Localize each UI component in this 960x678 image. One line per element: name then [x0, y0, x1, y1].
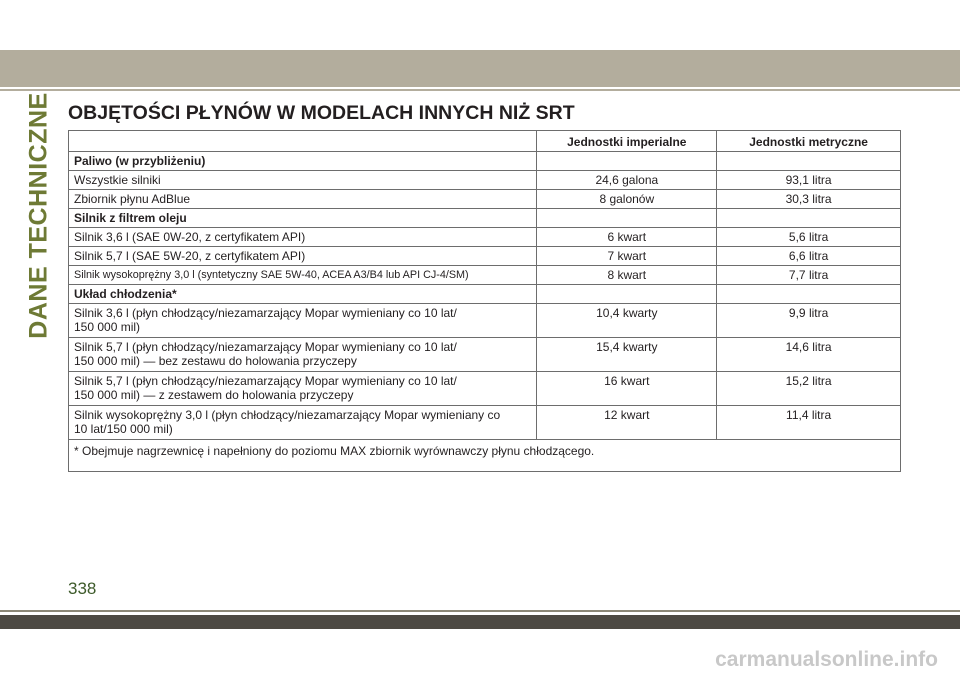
imperial-value: 16 kwart: [537, 372, 717, 406]
row-label: Silnik 3,6 l (SAE 0W-20, z certyfikatem API): [69, 228, 537, 247]
section-label: Paliwo (w przybliżeniu): [69, 152, 537, 171]
row-label-line: Silnik 5,7 l (płyn chłodzący/niezamarzający Mopar wymieniany co 10 lat/: [74, 374, 457, 388]
imperial-value: 15,4 kwarty: [537, 338, 717, 372]
row-label-line: 10 lat/150 000 mil): [74, 422, 173, 436]
row-label: [69, 406, 537, 440]
row-label-line: Silnik 3,6 l (płyn chłodzący/niezamarzający Mopar wymieniany co 10 lat/: [74, 306, 457, 320]
table-row: [69, 372, 901, 406]
metric-value: 30,3 litra: [717, 190, 901, 209]
table-header-row: [69, 131, 901, 152]
imperial-value: 6 kwart: [537, 228, 717, 247]
imperial-value: 7 kwart: [537, 247, 717, 266]
table-row: [69, 304, 901, 338]
table-row: [69, 406, 901, 440]
section-side-label: DANE TECHNICZNE: [24, 91, 53, 339]
metric-value: 5,6 litra: [717, 228, 901, 247]
header-blank: [69, 131, 537, 152]
metric-value: 15,2 litra: [717, 372, 901, 406]
bottom-divider: [0, 610, 960, 612]
imperial-value: 24,6 galona: [537, 171, 717, 190]
imperial-value: 8 kwart: [537, 266, 717, 285]
section-side-tab: [22, 91, 56, 339]
metric-value: 14,6 litra: [717, 338, 901, 372]
table-row: [69, 266, 901, 285]
row-label-line: 150 000 mil): [74, 320, 141, 334]
row-label: Wszystkie silniki: [69, 171, 537, 190]
row-label: Silnik 5,7 l (SAE 5W-20, z certyfikatem API): [69, 247, 537, 266]
page-number: 338: [68, 579, 97, 598]
footnote: * Obejmuje nagrzewnicę i napełniony do poziomu MAX zbiornik wyrównawczy płynu chłodzącego.: [69, 440, 901, 472]
table-row: [69, 338, 901, 372]
page-title: OBJĘTOŚCI PŁYNÓW W MODELACH INNYCH NIŻ SRT: [68, 102, 575, 124]
row-label: [69, 304, 537, 338]
row-label-line: Silnik wysokoprężny 3,0 l (płyn chłodzący/niezamarzający Mopar wymieniany co: [74, 408, 501, 422]
footnote-row: [69, 440, 901, 472]
section-row-coolant: [69, 285, 901, 304]
table-row: [69, 247, 901, 266]
section-row-oil: [69, 209, 901, 228]
row-label: Silnik wysokoprężny 3,0 l (syntetyczny SAE 5W-40, ACEA A3/B4 lub API CJ-4/SM): [69, 266, 537, 285]
top-decorative-band: [0, 50, 960, 87]
watermark: carmanualsonline.info: [715, 648, 938, 671]
imperial-value: 10,4 kwarty: [537, 304, 717, 338]
row-label-line: 150 000 mil) — bez zestawu do holowania przyczepy: [74, 354, 357, 368]
metric-value: 6,6 litra: [717, 247, 901, 266]
row-label: [69, 372, 537, 406]
header-metric: Jednostki metryczne: [717, 131, 901, 152]
table-row: [69, 171, 901, 190]
header-imperial: Jednostki imperialne: [537, 131, 717, 152]
row-label: [69, 338, 537, 372]
imperial-value: 12 kwart: [537, 406, 717, 440]
metric-value: 9,9 litra: [717, 304, 901, 338]
metric-value: 11,4 litra: [717, 406, 901, 440]
bottom-decorative-band: [0, 615, 960, 629]
top-divider: [0, 89, 960, 91]
metric-value: 93,1 litra: [717, 171, 901, 190]
metric-value: 7,7 litra: [717, 266, 901, 285]
table-row: [69, 190, 901, 209]
row-label: Zbiornik płynu AdBlue: [69, 190, 537, 209]
fluid-capacities-table: [68, 130, 901, 472]
row-label-line: 150 000 mil) — z zestawem do holowania przyczepy: [74, 388, 354, 402]
section-label: Silnik z filtrem oleju: [69, 209, 537, 228]
section-row-fuel: [69, 152, 901, 171]
section-label: Układ chłodzenia*: [69, 285, 537, 304]
table-row: [69, 228, 901, 247]
imperial-value: 8 galonów: [537, 190, 717, 209]
row-label-line: Silnik 5,7 l (płyn chłodzący/niezamarzający Mopar wymieniany co 10 lat/: [74, 340, 457, 354]
